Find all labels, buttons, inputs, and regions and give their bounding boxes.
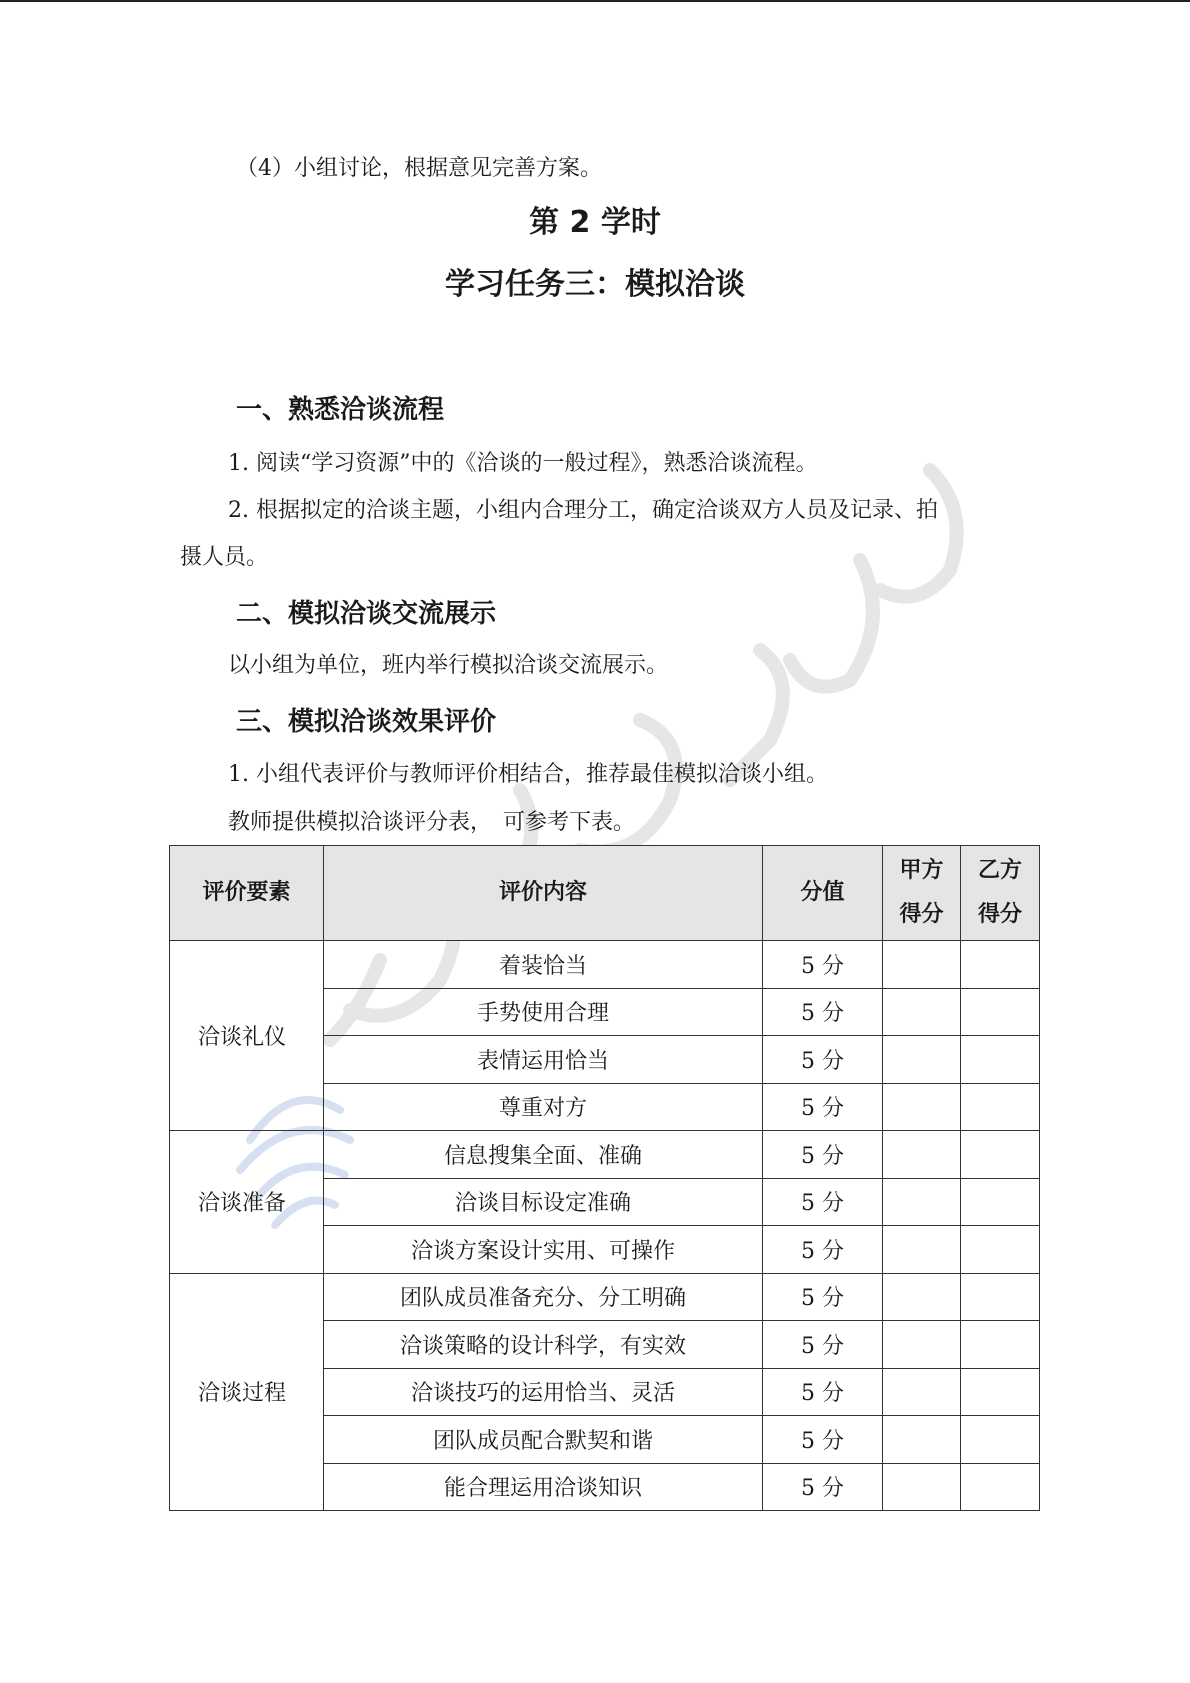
party-a-score-cell[interactable] [883, 1131, 961, 1179]
score-cell: 5 分 [763, 1416, 883, 1464]
content-cell: 手势使用合理 [324, 988, 763, 1036]
score-cell: 5 分 [763, 1226, 883, 1274]
party-b-score-cell[interactable] [961, 941, 1040, 989]
section-3-para-2: 教师提供模拟洽谈评分表， 可参考下表。 [228, 810, 636, 835]
party-b-score-cell[interactable] [961, 1083, 1040, 1131]
score-cell: 5 分 [763, 1131, 883, 1179]
category-cell: 洽谈礼仪 [170, 941, 324, 1131]
party-b-score-cell[interactable] [961, 988, 1040, 1036]
party-b-score-cell[interactable] [961, 1416, 1040, 1464]
section-heading-1: 一、熟悉洽谈流程 [236, 395, 445, 425]
content-cell: 能合理运用洽谈知识 [324, 1463, 763, 1511]
party-b-score-cell[interactable] [961, 1321, 1040, 1369]
party-a-score-cell[interactable] [883, 1321, 961, 1369]
section-3-para-1: 1. 小组代表评价与教师评价相结合，推荐最佳模拟洽谈小组。 [228, 762, 828, 787]
party-a-score-cell[interactable] [883, 988, 961, 1036]
score-cell: 5 分 [763, 1178, 883, 1226]
party-a-score-cell[interactable] [883, 1178, 961, 1226]
task-title: 学习任务三：模拟洽谈 [445, 267, 745, 302]
header-content: 评价内容 [324, 846, 763, 941]
top-rule [0, 0, 1190, 2]
score-cell: 5 分 [763, 1083, 883, 1131]
table-row [170, 941, 1040, 989]
content-cell: 洽谈方案设计实用、可操作 [324, 1226, 763, 1274]
content-cell: 洽谈技巧的运用恰当、灵活 [324, 1368, 763, 1416]
section-1-para-3: 摄人员。 [180, 545, 269, 570]
party-a-score-cell[interactable] [883, 1463, 961, 1511]
party-b-score-cell[interactable] [961, 1463, 1040, 1511]
content-cell: 尊重对方 [324, 1083, 763, 1131]
score-cell: 5 分 [763, 1273, 883, 1321]
header-party-b-line2: 得分 [977, 902, 1022, 927]
content-cell: 信息搜集全面、准确 [324, 1131, 763, 1179]
score-cell: 5 分 [763, 941, 883, 989]
party-a-score-cell[interactable] [883, 1368, 961, 1416]
evaluation-table [169, 845, 1040, 1511]
content-cell: 洽谈目标设定准确 [324, 1178, 763, 1226]
category-cell: 洽谈过程 [170, 1273, 324, 1511]
section-heading-3: 三、模拟洽谈效果评价 [236, 707, 497, 737]
header-party-a [883, 846, 961, 941]
party-a-score-cell[interactable] [883, 1226, 961, 1274]
party-b-score-cell[interactable] [961, 1131, 1040, 1179]
section-1-para-1: 1. 阅读“学习资源”中的《洽谈的一般过程》，熟悉洽谈流程。 [228, 451, 818, 476]
session-title: 第 2 学时 [529, 205, 661, 240]
header-party-b [961, 846, 1040, 941]
section-1-para-2: 2. 根据拟定的洽谈主题，小组内合理分工，确定洽谈双方人员及记录、拍 [228, 498, 938, 523]
content-cell: 团队成员配合默契和谐 [324, 1416, 763, 1464]
score-cell: 5 分 [763, 1463, 883, 1511]
table-row [170, 1273, 1040, 1321]
party-b-score-cell[interactable] [961, 1273, 1040, 1321]
score-cell: 5 分 [763, 988, 883, 1036]
party-b-score-cell[interactable] [961, 1368, 1040, 1416]
party-a-score-cell[interactable] [883, 1083, 961, 1131]
party-a-score-cell[interactable] [883, 1036, 961, 1084]
content-cell: 表情运用恰当 [324, 1036, 763, 1084]
content-cell: 洽谈策略的设计科学，有实效 [324, 1321, 763, 1369]
content-cell: 着装恰当 [324, 941, 763, 989]
header-party-a-line2: 得分 [899, 902, 944, 927]
intro-item: （4）小组讨论，根据意见完善方案。 [236, 156, 602, 181]
header-score: 分值 [763, 846, 883, 941]
party-a-score-cell[interactable] [883, 1273, 961, 1321]
header-element: 评价要素 [170, 846, 324, 941]
section-heading-2: 二、模拟洽谈交流展示 [236, 599, 497, 629]
category-cell: 洽谈准备 [170, 1131, 324, 1274]
party-b-score-cell[interactable] [961, 1226, 1040, 1274]
score-cell: 5 分 [763, 1036, 883, 1084]
header-party-a-line1: 甲方 [899, 858, 944, 883]
table-header-row [170, 846, 1040, 941]
content-cell: 团队成员准备充分、分工明确 [324, 1273, 763, 1321]
section-2-para-1: 以小组为单位，班内举行模拟洽谈交流展示。 [228, 653, 669, 678]
party-a-score-cell[interactable] [883, 941, 961, 989]
score-cell: 5 分 [763, 1368, 883, 1416]
party-b-score-cell[interactable] [961, 1036, 1040, 1084]
party-b-score-cell[interactable] [961, 1178, 1040, 1226]
party-a-score-cell[interactable] [883, 1416, 961, 1464]
table-row [170, 1131, 1040, 1179]
score-cell: 5 分 [763, 1321, 883, 1369]
header-party-b-line1: 乙方 [977, 858, 1022, 883]
